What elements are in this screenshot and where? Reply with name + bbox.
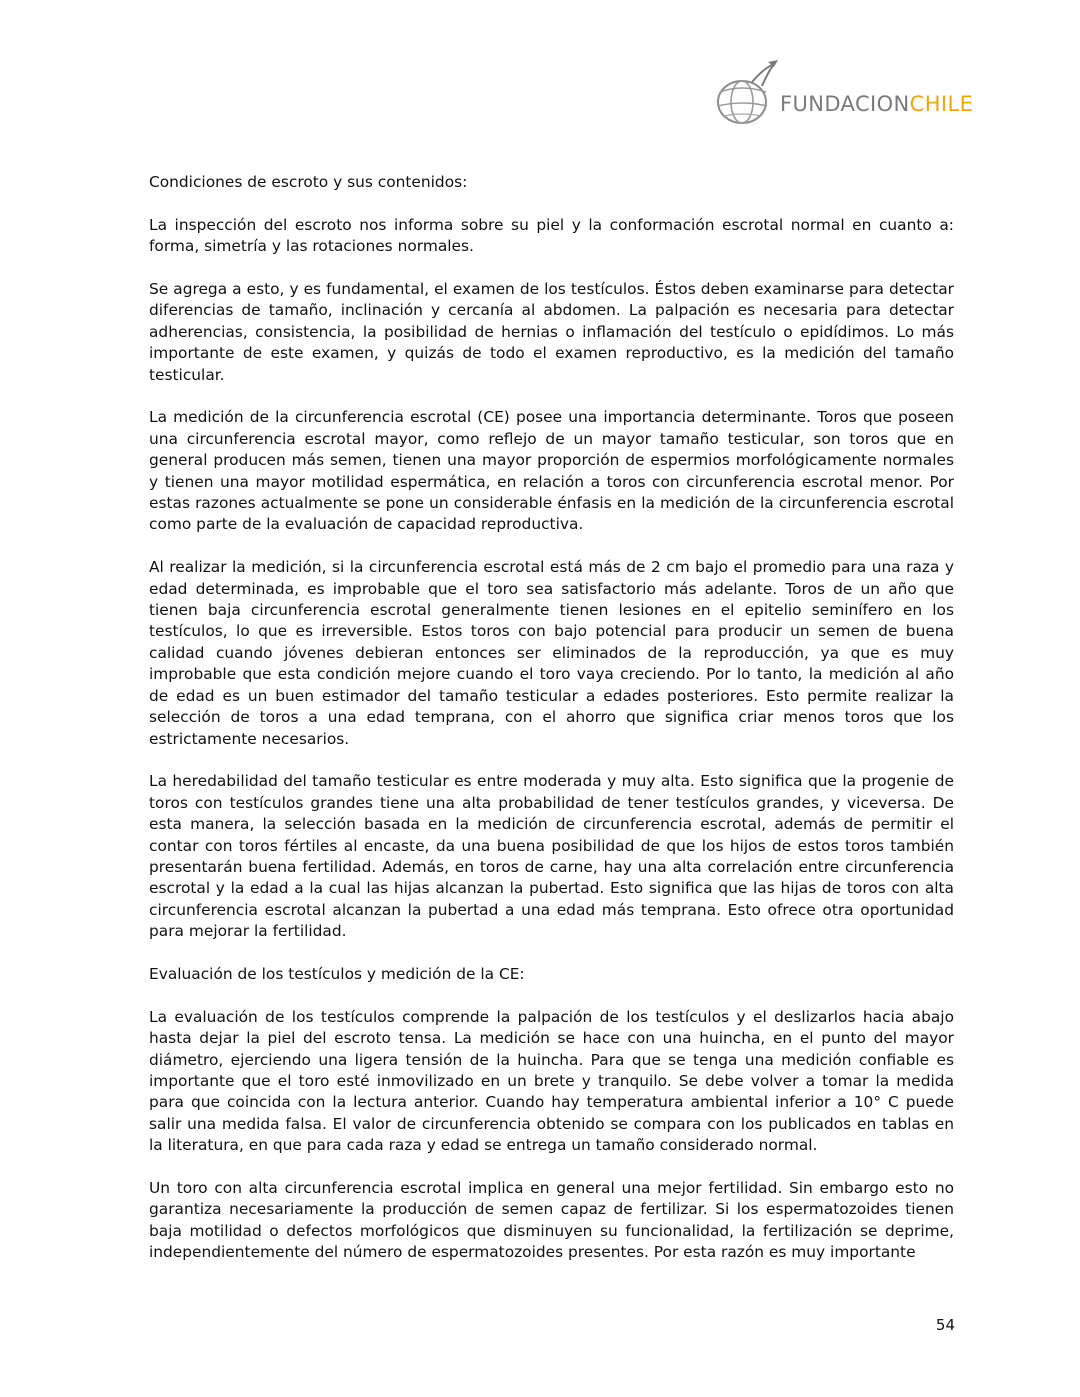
paragraph: Al realizar la medición, si la circunferencia escrotal está más de 2 cm bajo el promedio para una raza y edad determinada, es improbable que el toro sea satisfactorio más adelante. Toros de un año que tienen baja circunferencia escrotal generalmente tienen lesiones en el epitelio seminífero en los testículos, lo que es irreversible. Estos toros con bajo potencial para producir un semen de buena calidad cuando jóvenes debieran entonces ser eliminados de la reproducción, ya que es muy improbable que esta condición mejore cuando el toro vaya creciendo. Por lo tanto, la medición al año de edad es un buen estimador del tamaño testicular a edades posteriores. Esto permite realizar la selección de toros a una edad temprana, con el ahorro que significa criar menos toros que los estrictamente necesarios. [149,558,954,748]
section-heading-evaluacion: Evaluación de los testículos y medición de la CE: [149,964,525,983]
paragraph: Se agrega a esto, y es fundamental, el examen de los testículos. Éstos deben examinarse para detectar diferencias de tamaño, inclinación y cercanía al abdomen. La palpación es necesaria para detectar adherencias, consistencia, la posibilidad de hernias o inflamación del testículo o epidídimos. Lo más importante de este examen, y quizás de todo el examen reproductivo, es la medición del tamaño testicular. [149,280,954,384]
paragraph: La inspección del escroto nos informa sobre su piel y la conformación escrotal normal en cuanto a: forma, simetría y las rotaciones normales. [149,215,954,256]
fundacion-chile-logo [712,58,974,128]
page-number: 54 [935,1316,955,1334]
paragraph: Un toro con alta circunferencia escrotal implica en general una mejor fertilidad. Sin embargo esto no garantiza necesariamente la producción de semen capaz de fertilizar. Si los espermatozoides tienen baja motilidad o defectos morfológicos que disminuyen su funcionalidad, la fertilización se deprime, independientemente del número de espermatozoides presentes. Por esta razón es muy importante [149,1178,954,1262]
globe-logo-icon [712,58,784,128]
paragraph: La heredabilidad del tamaño testicular es entre moderada y muy alta. Esto significa que la progenie de toros con testículos grandes tiene una alta probabilidad de tener testículos grandes, y viceversa. De esta manera, la selección basada en la medición de circunferencia escrotal, además de permitir el contar con toros fértiles al encaste, da una buena posibilidad de que los hijos de estos toros también presentarán buena fertilidad. Además, en toros de carne, hay una alta correlación entre circunferencia escrotal y la edad a la cual las hijas alcanzan la pubertad. Esto significa que las hijas de toros con alta circunferencia escrotal alcanzan la pubertad a una edad más temprana. Esto ofrece otra oportunidad para mejorar la fertilidad. [149,772,954,941]
logo-text-fundacion: FUNDACION [780,92,910,116]
logo-text-chile: CHILE [909,92,974,116]
paragraph: La medición de la circunferencia escrotal (CE) posee una importancia determinante. Toros que poseen una circunferencia escrotal mayor, como reflejo de un mayor tamaño testicular, son toros que en general producen más semen, tienen una mayor proporción de espermios morfológicamente normales y tienen una mayor motilidad espermática, en relación a toros con circunferencia escrotal menor. Por estas razones actualmente se pone un considerable énfasis en la medición de la circunferencia escrotal como parte de la evaluación de capacidad reproductiva. [149,408,954,534]
document-body [149,172,954,1285]
logo-wordmark [780,92,973,116]
paragraph: La evaluación de los testículos comprende la palpación de los testículos y el deslizarlos hacia abajo hasta dejar la piel del escroto tensa. La medición se hace con una huincha, en el punto del mayor diámetro, ejerciendo una ligera tensión de la huincha. Para que se tenga una medición confiable es importante que el toro esté inmovilizado en un brete y tranquilo. Se debe volver a tomar la medida para que coincida con la lectura anterior. Cuando hay temperatura ambiental inferior a 10° C puede salir una medida falsa. El valor de circunferencia obtenido se compara con los publicados en tablas en la literatura, en que para cada raza y edad se entrega un tamaño considerado normal. [149,1007,954,1155]
section-heading-escroto: Condiciones de escroto y sus contenidos: [149,173,468,191]
